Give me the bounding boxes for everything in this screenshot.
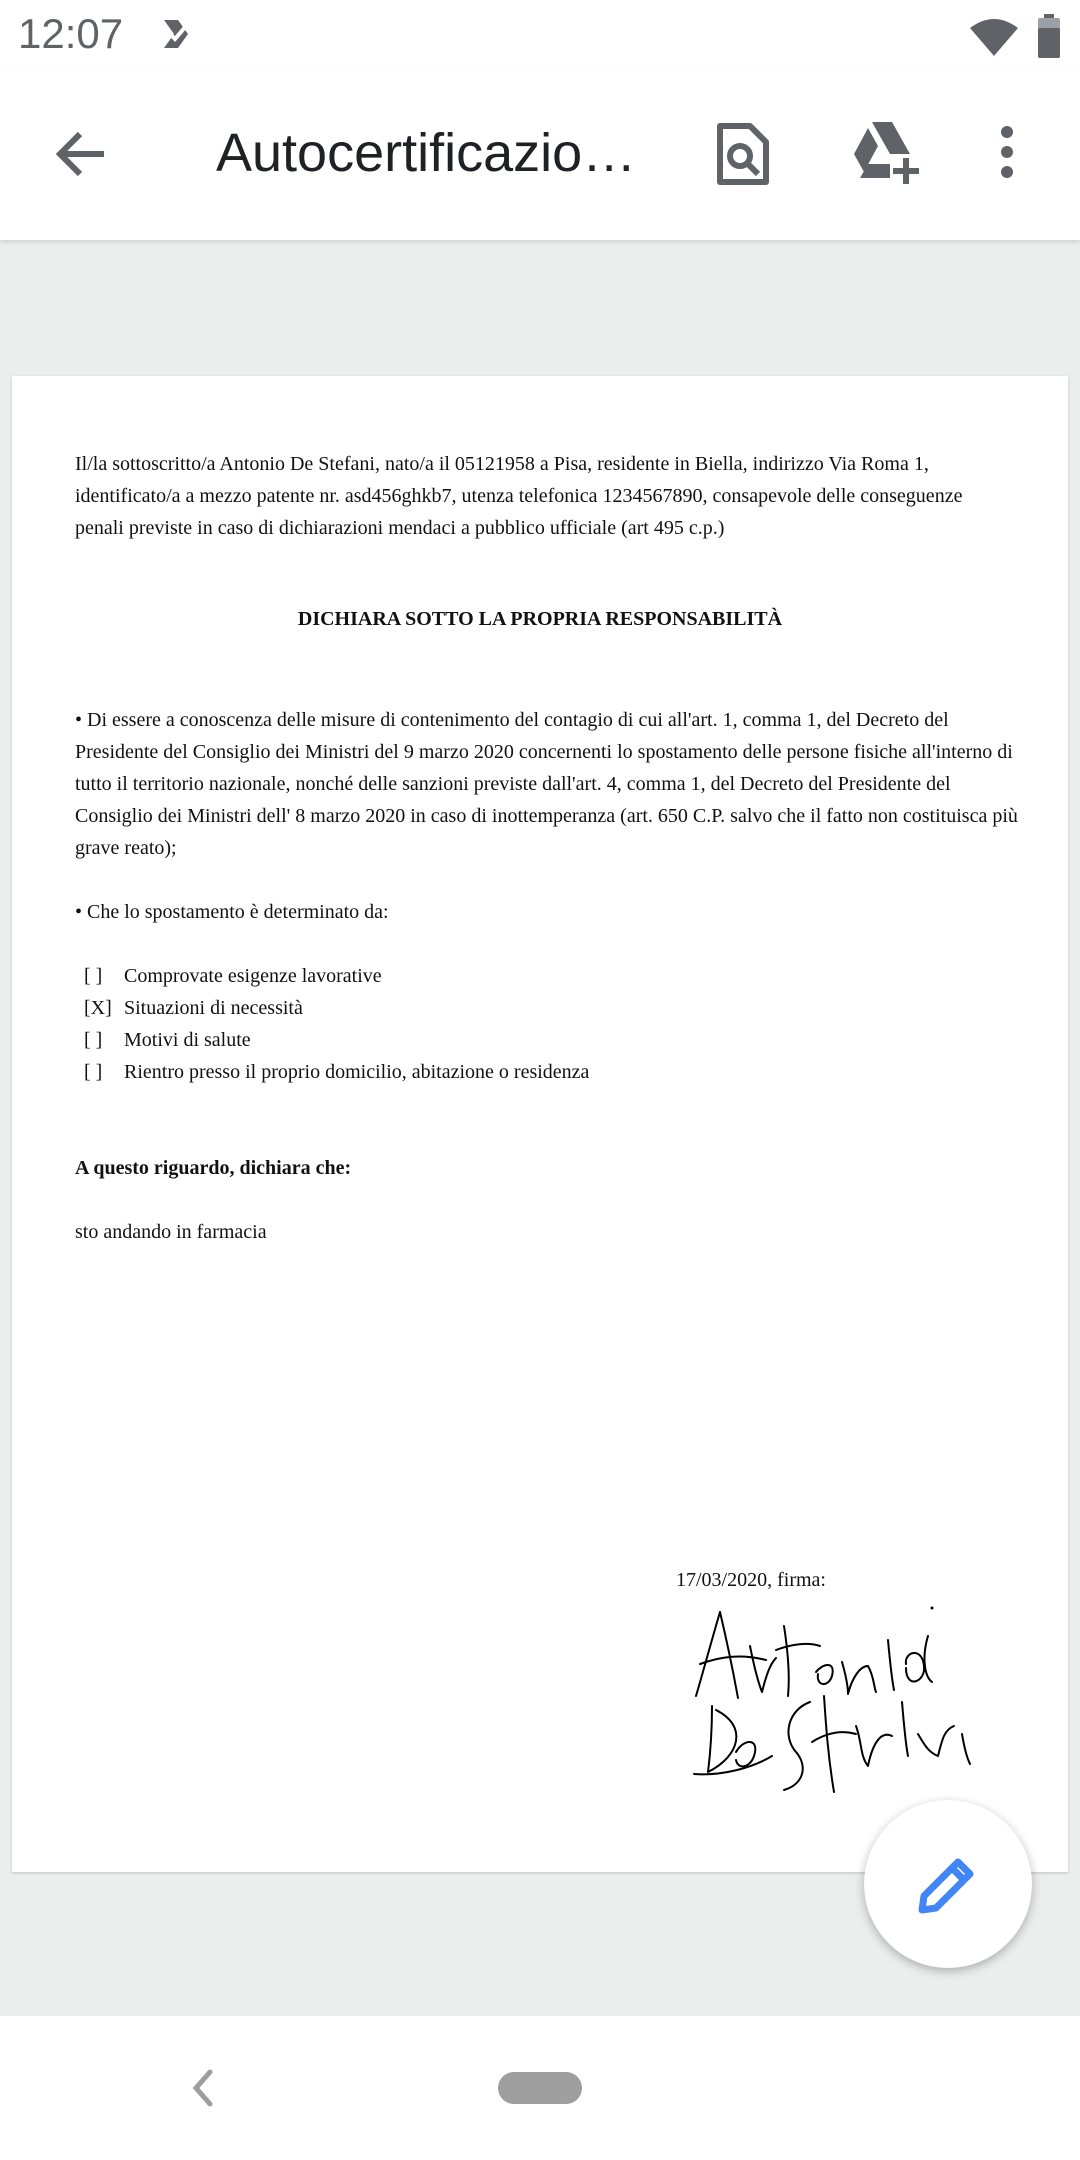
option-label: Comprovate esigenze lavorative xyxy=(124,965,382,987)
handwritten-signature xyxy=(692,1606,982,1802)
reason-options xyxy=(84,960,589,1088)
checkbox-mark: [ ] xyxy=(84,965,103,987)
back-arrow-icon[interactable] xyxy=(52,124,112,189)
declaration-heading: DICHIARA SOTTO LA PROPRIA RESPONSABILITÀ xyxy=(297,608,783,630)
list-item xyxy=(84,960,589,992)
checkbox-mark: [ ] xyxy=(84,1029,103,1051)
wifi-icon xyxy=(968,18,1020,63)
drive-add-icon[interactable] xyxy=(852,120,922,189)
list-item xyxy=(84,992,589,1024)
edit-pencil-icon xyxy=(914,1850,982,1918)
list-item xyxy=(84,1056,589,1088)
option-label: Situazioni di necessità xyxy=(124,997,303,1019)
battery-icon xyxy=(1036,14,1062,63)
declaration-label: A questo riguardo, dichiara che: xyxy=(75,1157,352,1179)
declaration-text: sto andando in farmacia xyxy=(75,1221,267,1243)
awareness-paragraph: • Di essere a conoscenza delle misure di contenimento del contagio di cui all'art. 1, comma 1, del Decreto del Presidente del Consiglio dei Ministri del 9 marzo 2020 concernenti lo spostamento delle persone fisiche all'interno di tutto il territorio nazionale, nonché delle sanzioni previste dall'art. 4, comma 1, del Decreto del Presidente del Consiglio dei Ministri dell' 8 marzo 2020 in caso di inottemperanza (art. 650 C.P. salvo che il fatto non costituisca più grave reato); xyxy=(75,709,1018,859)
document-search-icon[interactable] xyxy=(716,122,770,191)
reason-intro: • Che lo spostamento è determinato da: xyxy=(75,901,389,923)
more-vert-icon[interactable] xyxy=(1000,126,1014,183)
option-label: Rientro presso il proprio domicilio, abitazione o residenza xyxy=(124,1061,590,1083)
task-check-icon xyxy=(160,16,196,57)
document-title: Autocertificazio… xyxy=(216,123,637,183)
app-bar xyxy=(0,72,1080,240)
status-bar xyxy=(0,0,1080,72)
edit-fab-button[interactable] xyxy=(864,1800,1032,1968)
intro-paragraph: Il/la sottoscritto/a Antonio De Stefani, nato/a il 05121958 a Pisa, residente in Biella, indirizzo Via Roma 1, identificato/a a mezzo patente nr. asd456ghkb7, utenza telefonica 1234567890, consapevole delle conseguenze penali previste in caso di dichiarazioni mendaci a pubblico ufficiale (art 495 c.p.) xyxy=(75,453,963,539)
checkbox-mark: [ ] xyxy=(84,1061,103,1083)
nav-back-icon[interactable] xyxy=(190,2068,214,2113)
checkbox-mark: [X] xyxy=(84,997,112,1019)
document-viewer[interactable] xyxy=(0,240,1080,2016)
document-page xyxy=(12,376,1068,1872)
date-signature-line: 17/03/2020, firma: xyxy=(676,1569,826,1591)
home-pill[interactable] xyxy=(498,2072,582,2104)
system-nav-bar xyxy=(0,2016,1080,2160)
list-item xyxy=(84,1024,589,1056)
status-time: 12:07 xyxy=(18,10,124,57)
option-label: Motivi di salute xyxy=(124,1029,251,1051)
